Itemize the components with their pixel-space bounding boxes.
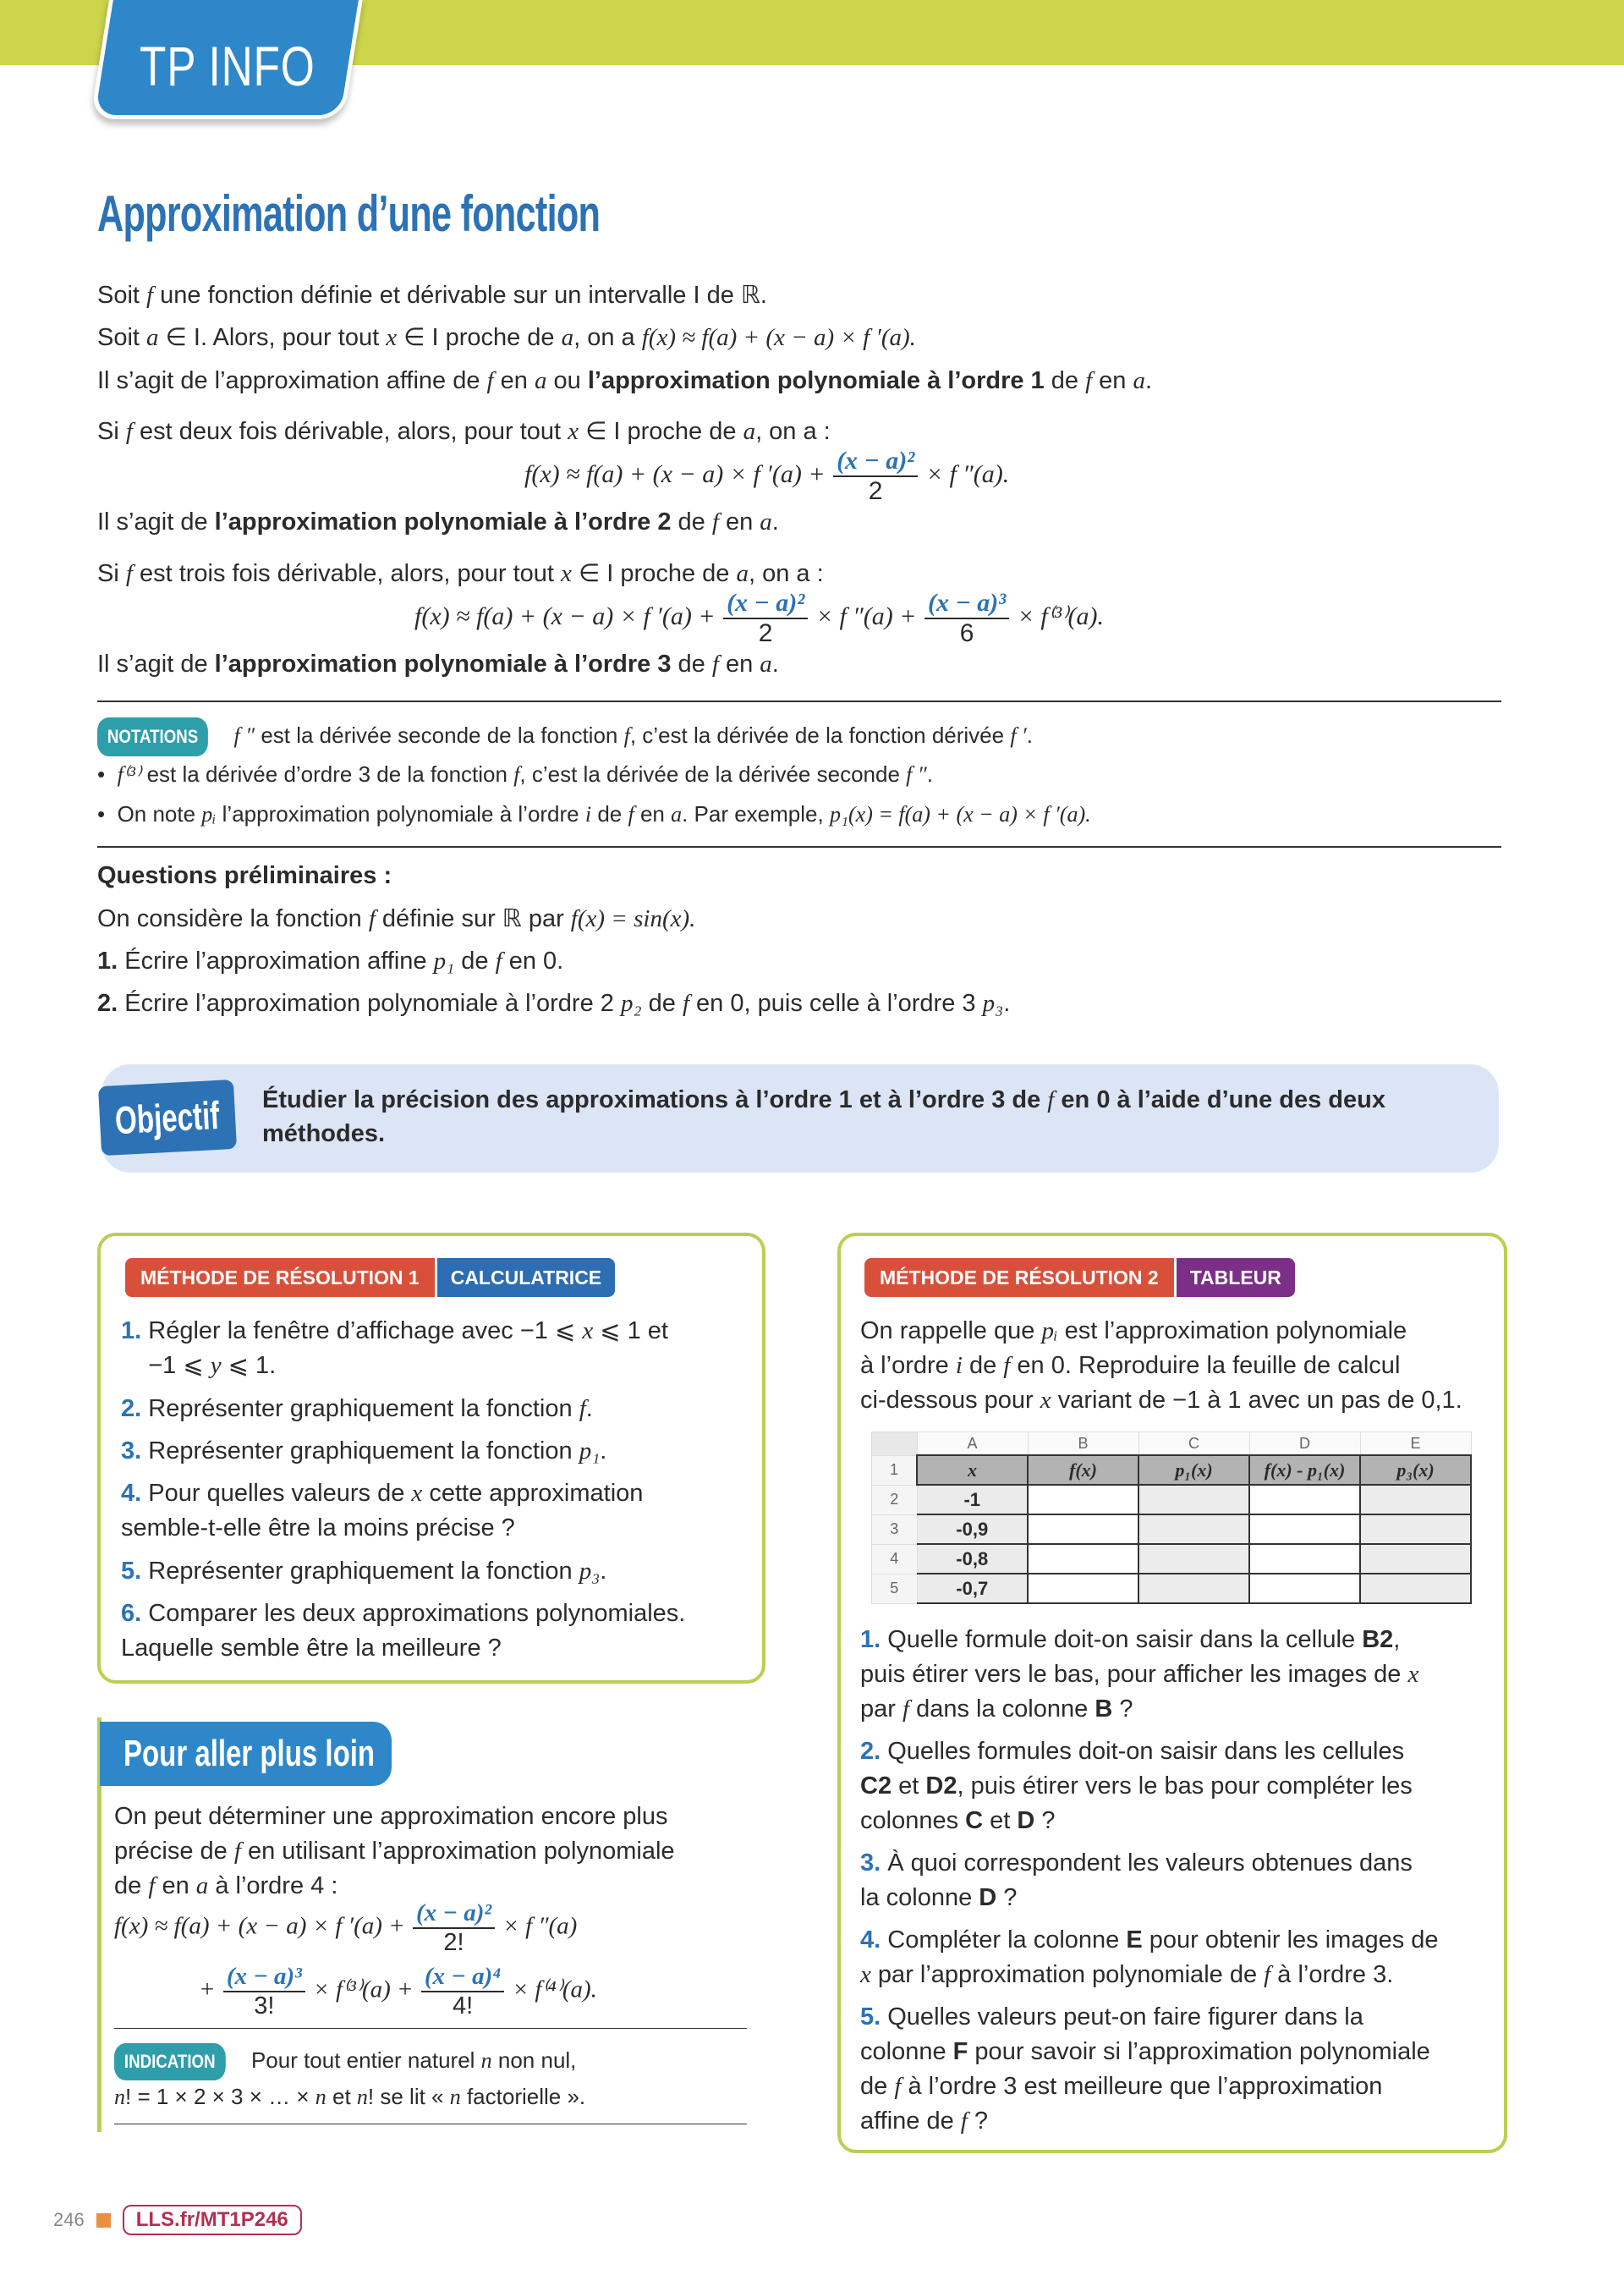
method-1-item-4: 4. Pour quelles valeurs de x cette approximation semble-t-elle être la moins précise ? [121,1480,644,1541]
method-2-question: 2. Quelles formules doit-on saisir dans les cellules C2 et D2, puis étirer vers le bas pour compléter les colonnes C et D ? [860,1738,1413,1834]
question-number: 5. [860,2003,881,2030]
table-row [872,1455,1472,1485]
objective-label: Objectif [98,1080,237,1156]
question-number: 1. [860,1626,881,1653]
corner-cell [872,1432,918,1456]
method-2-question: 4. Compléter la colonne E pour obtenir les images de x par l’approximation polynomiale de f à l’ordre 3. [860,1926,1439,1988]
method-2-intro: On rappelle que pᵢ est l’approximation polynomiale à l’ordre i de f en 0. Reproduire la feuille de calcul ci-dessous pour x variant de −1 à 1 avec un pas de 0,1. [860,1317,1462,1414]
further-title: Pour aller plus loin [100,1722,392,1786]
row-header[interactable]: 3 [872,1514,918,1544]
cell[interactable] [1360,1485,1471,1514]
intro-line-7: Il s’agit de l’approximation polynomiale à l’ordre 3 de f en a. [97,651,779,678]
preliminary-question-1: 1. Écrire l’approximation affine p₁ de f en 0. [97,948,564,975]
table-row [872,1574,1472,1603]
column-header[interactable]: E [1360,1432,1471,1456]
cell[interactable]: f(x) [1028,1455,1138,1485]
objective-text: Étudier la précision des approximations à l’ordre 1 et à l’ordre 3 de f en 0 à l’aide d’une des deux méthodes. [262,1086,1385,1147]
method-1-tool: CALCULATRICE [437,1258,615,1297]
intro-line-6: Si f est trois fois dérivable, alors, pour tout x ∈ I proche de a, on a : [97,560,824,587]
tp-info-label: TP INFO [140,35,315,97]
method-1-item-2: 2. Représenter graphiquement la fonction f. [121,1395,593,1422]
cell[interactable] [1360,1574,1471,1603]
cell[interactable] [1028,1514,1138,1544]
cell[interactable] [1138,1514,1249,1544]
column-header[interactable]: C [1138,1432,1249,1456]
cell[interactable] [1138,1574,1249,1603]
cell[interactable] [1249,1574,1360,1603]
row-header[interactable]: 1 [872,1455,918,1485]
cell[interactable] [1360,1514,1471,1544]
column-header[interactable]: D [1249,1432,1360,1456]
method-1-item-6: 6. Comparer les deux approximations polynomiales. Laquelle semble être la meilleure ? [121,1600,686,1662]
intro-line-5: Il s’agit de l’approximation polynomiale à l’ordre 2 de f en a. [97,508,779,536]
method-1-item-5: 5. Représenter graphiquement la fonction p₃. [121,1558,607,1585]
cell[interactable]: -0,9 [917,1514,1028,1544]
divider [97,701,1501,702]
method-2-question: 5. Quelles valeurs peut-on faire figurer dans la colonne F pour savoir si l’approximation polynomiale de f à l’ordre 3 est meilleure que l’approximation affine de f ? [860,2003,1430,2135]
method-2-label: MÉTHODE DE RÉSOLUTION 2 [864,1258,1174,1297]
equation-order-3: f(x) ≈ f(a) + (x − a) × f ′(a) + $\frac{\text{(x − a)²}}{2}$ × f ″(a) + $\frac{\text{(x − a)³}}{6}$ × f⁽³⁾(a). [414,589,1104,647]
divider [114,2028,747,2029]
column-header[interactable]: B [1028,1432,1138,1456]
method-1-header [125,1258,615,1297]
equation-order-2: f(x) ≈ f(a) + (x − a) × f ′(a) + $\frac{\text{(x − a)²}}{2}$ × f ″(a). [524,447,1010,505]
cell[interactable] [1249,1544,1360,1574]
cell[interactable]: x [917,1455,1028,1485]
method-2-tool: TABLEUR [1177,1258,1295,1297]
cell[interactable]: p₃(x) [1360,1455,1471,1485]
cell[interactable] [1138,1485,1249,1514]
cell[interactable] [1138,1544,1249,1574]
notation-3: • On note pᵢ l’approximation polynomiale à l’ordre i de f en a. Par exemple, p₁(x) = f(a) + (x − a) × f ′(a). [97,801,1091,827]
cell[interactable]: -0,7 [917,1574,1028,1603]
cell[interactable]: -1 [917,1485,1028,1514]
page-number: 246 [53,2209,85,2230]
cell[interactable] [1360,1544,1471,1574]
row-header[interactable]: 5 [872,1574,918,1603]
further-equation-line-2: + $\frac{\text{(x − a)³}}{3!}$ × f⁽³⁾(a) + $\frac{\text{(x − a)⁴}}{4!}$ × f⁽⁴⁾(a). [199,1963,597,2019]
method-1-item-3: 3. Représenter graphiquement la fonction p₁. [121,1437,607,1464]
row-header[interactable]: 2 [872,1485,918,1514]
preliminary-question-2: 2. Écrire l’approximation polynomiale à l’ordre 2 p₂ de f en 0, puis celle à l’ordre 3 p₃. [97,990,1011,1017]
divider [97,846,1501,848]
preliminary-heading: Questions préliminaires : [97,862,392,889]
cell[interactable] [1028,1485,1138,1514]
method-1-label: MÉTHODE DE RÉSOLUTION 1 [125,1258,435,1297]
question-number: 4. [860,1926,881,1954]
cell[interactable] [1028,1574,1138,1603]
resource-link[interactable]: LLS.fr/MT1P246 [123,2205,302,2235]
page-title: Approximation d’une fonction [97,185,601,242]
footer [53,2205,302,2235]
intro-line-1: Soit f une fonction définie et dérivable sur un intervalle I de ℝ. [97,282,767,309]
method-2-question: 1. Quelle formule doit-on saisir dans la cellule B2, puis étirer vers le bas, pour afficher les images de x par f dans la colonne B ? [860,1626,1419,1723]
spreadsheet [871,1431,1472,1604]
further-text: On peut déterminer une approximation encore plus précise de f en utilisant l’approximation polynomiale de f en a à l’ordre 4 : [114,1803,675,1899]
page-marker-icon [96,2213,111,2228]
method-2-questions [860,1623,1495,2146]
question-number: 2. [860,1738,881,1765]
intro-line-2: Soit a ∈ I. Alors, pour tout x ∈ I proche de a, on a f(x) ≈ f(a) + (x − a) × f ′(a). [97,324,916,351]
notation-2: • f⁽³⁾ est la dérivée d’ordre 3 de la fonction f, c’est la dérivée de la dérivée seconde f ″. [97,761,933,787]
indication: INDICATION Pour tout entier naturel n non nul, n! = 1 × 2 × 3 × … × n et n! se lit « n factorielle ». [114,2043,585,2113]
notations-badge: NOTATIONS [97,717,208,756]
preliminary-intro: On considère la fonction f définie sur ℝ par f(x) = sin(x). [97,905,696,932]
intro-line-3: Il s’agit de l’approximation affine de f en a ou l’approximation polynomiale à l’ordre 1 de f en a. [97,367,1153,394]
table-row [872,1514,1472,1544]
cell[interactable]: p₁(x) [1138,1455,1249,1485]
cell[interactable] [1249,1514,1360,1544]
method-2-question: 3. À quoi correspondent les valeurs obtenues dans la colonne D ? [860,1849,1413,1911]
notation-1: NOTATIONS f ″ est la dérivée seconde de la fonction f, c’est la dérivée de la fonction dérivée f ′. [97,717,1033,756]
cell[interactable] [1249,1485,1360,1514]
intro-line-4: Si f est deux fois dérivable, alors, pour tout x ∈ I proche de a, on a : [97,418,831,445]
cell[interactable]: f(x) - p₁(x) [1249,1455,1360,1485]
row-header[interactable]: 4 [872,1544,918,1574]
method-2-header [864,1258,1295,1297]
indication-badge: INDICATION [114,2043,225,2080]
method-1-item-1: 1. Régler la fenêtre d’affichage avec −1 ⩽ x ⩽ 1 et −1 ⩽ y ⩽ 1. [121,1317,668,1379]
table-row [872,1485,1472,1514]
column-header[interactable]: A [917,1432,1028,1456]
cell[interactable]: -0,8 [917,1544,1028,1574]
further-equation-line-1: f(x) ≈ f(a) + (x − a) × f ′(a) + $\frac{\text{(x − a)²}}{2!}$ × f ″(a) [114,1899,578,1956]
cell[interactable] [1028,1544,1138,1574]
question-number: 3. [860,1849,881,1877]
table-row [872,1544,1472,1574]
